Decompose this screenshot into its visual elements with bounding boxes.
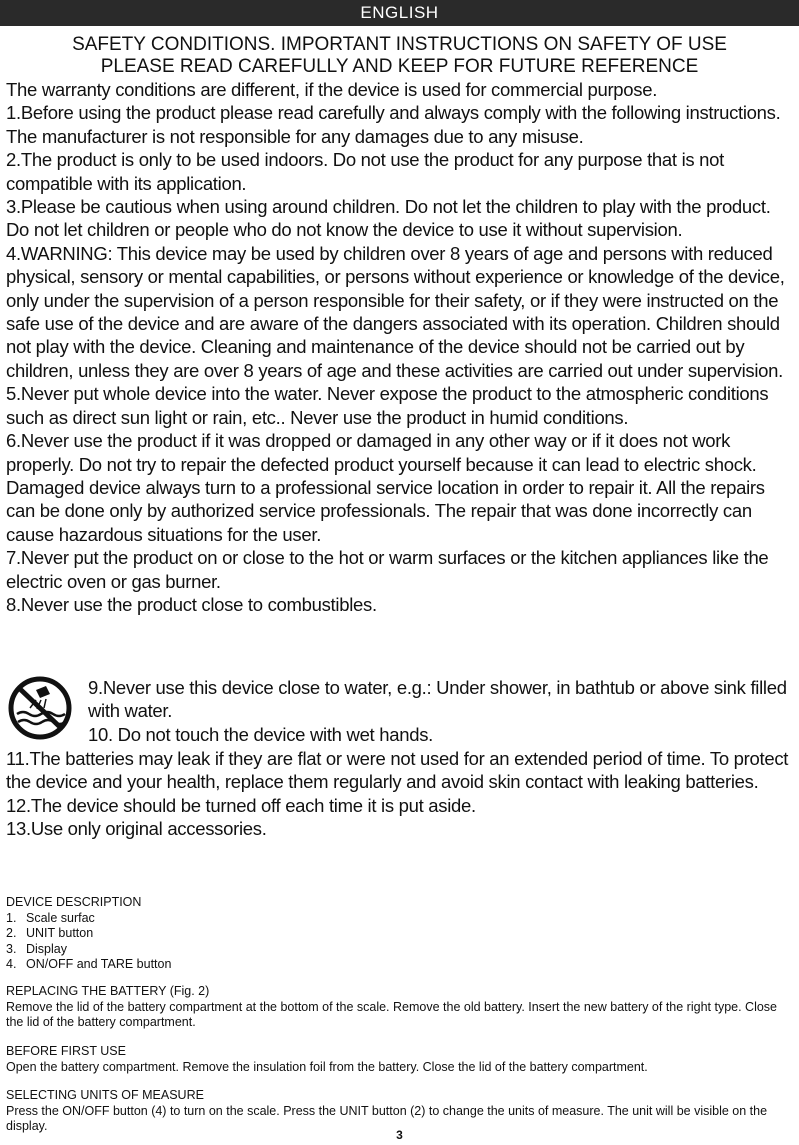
safety-item-13: 13.Use only original accessories. bbox=[6, 818, 267, 840]
selecting-units-title: SELECTING UNITS OF MEASURE bbox=[6, 1088, 204, 1102]
replacing-battery-section bbox=[6, 984, 796, 1031]
safety-instructions-continued bbox=[6, 747, 798, 841]
safety-item-10: 10. Do not touch the device with wet hands. bbox=[88, 723, 433, 745]
safety-title-line2: PLEASE READ CAREFULLY AND KEEP FOR FUTURE REFERENCE bbox=[100, 56, 699, 77]
language-header-bar bbox=[0, 0, 799, 26]
no-water-shower-icon bbox=[6, 676, 74, 740]
before-first-use-section bbox=[6, 1044, 796, 1075]
safety-item-9: 9.Never use this device close to water, e.g.: Under shower, in bathtub or above sink filled with water. bbox=[88, 677, 787, 722]
before-first-use-text: Open the battery compartment. Remove the insulation foil from the battery. Close the lid of the battery compartment. bbox=[6, 1059, 648, 1074]
warranty-intro: The warranty conditions are different, if the device is used for commercial purpose. bbox=[6, 79, 658, 100]
safety-instructions bbox=[6, 78, 798, 616]
water-warning-row bbox=[6, 676, 798, 748]
safety-item-11: 11.The batteries may leak if they are flat or were not used for an extended period of time. To protect the device and your health, replace them regularly and avoid skin contact with leaking batteries. bbox=[6, 748, 789, 793]
safety-item-6: 6.Never use the product if it was dropped or damaged in any other way or if it does not work properly. Do not try to repair the defected product yourself because it can lead to electric shock. Damaged device always turn to a professional service location in order to repair it. All the repairs can be done only by authorized service professionals. The repair that was done incorrectly can cause hazardous situations for the user. bbox=[6, 430, 765, 545]
selecting-units-text: Press the ON/OFF button (4) to turn on the scale. Press the UNIT button (2) to change the units of measure. The unit will be visible on the display. bbox=[6, 1103, 768, 1133]
safety-item-4: 4.WARNING: This device may be used by children over 8 years of age and persons with reduced physical, sensory or mental capabilities, or persons without experience or knowledge of the device, only under the supervision of a person responsible for their safety, or if they were instructed on the safe use of the device and are aware of the dangers associated with its operation. Children should not play with the device. Cleaning and maintenance of the device should not be carried out by children, unless they are over 8 years of age and these activities are carried out under supervision. bbox=[6, 242, 785, 381]
list-item: 4. ON/OFF and TARE button bbox=[6, 957, 172, 971]
list-item: 1. Scale surfac bbox=[6, 910, 95, 925]
page-number: 3 bbox=[396, 1128, 403, 1142]
language-label: ENGLISH bbox=[360, 3, 439, 22]
device-description-title: DEVICE DESCRIPTION bbox=[6, 895, 142, 909]
device-description-section bbox=[6, 895, 796, 973]
safety-item-2: 2.The product is only to be used indoors. Do not use the product for any purpose that is not compatible with its application. bbox=[6, 149, 724, 194]
list-item: 3. Display bbox=[6, 941, 67, 956]
safety-item-5: 5.Never put whole device into the water. Never expose the product to the atmospheric conditions such as direct sun light or rain, etc.. Never use the product in humid conditions. bbox=[6, 383, 769, 428]
replacing-battery-title: REPLACING THE BATTERY (Fig. 2) bbox=[6, 984, 210, 998]
safety-item-12: 12.The device should be turned off each time it is put aside. bbox=[6, 794, 476, 816]
replacing-battery-text: Remove the lid of the battery compartment at the bottom of the scale. Remove the old battery. Insert the new battery of the right type. Close the lid of the battery compartment. bbox=[6, 999, 778, 1029]
safety-item-1: 1.Before using the product please read carefully and always comply with the following instructions. The manufacturer is not responsible for any damages due to any misuse. bbox=[6, 102, 781, 147]
safety-item-3: 3.Please be cautious when using around children. Do not let the children to play with the product. Do not let children or people who do not know the device to use it without supervision. bbox=[6, 196, 771, 241]
safety-item-8: 8.Never use the product close to combustibles. bbox=[6, 593, 377, 615]
device-parts-list bbox=[6, 911, 796, 973]
before-first-use-title: BEFORE FIRST USE bbox=[6, 1044, 126, 1058]
list-item: 2. UNIT button bbox=[6, 926, 94, 940]
safety-title-line1: SAFETY CONDITIONS. IMPORTANT INSTRUCTIONS ON SAFETY OF USE bbox=[72, 34, 727, 55]
safety-item-7: 7.Never put the product on or close to the hot or warm surfaces or the kitchen appliances like the electric oven or gas burner. bbox=[6, 547, 769, 592]
